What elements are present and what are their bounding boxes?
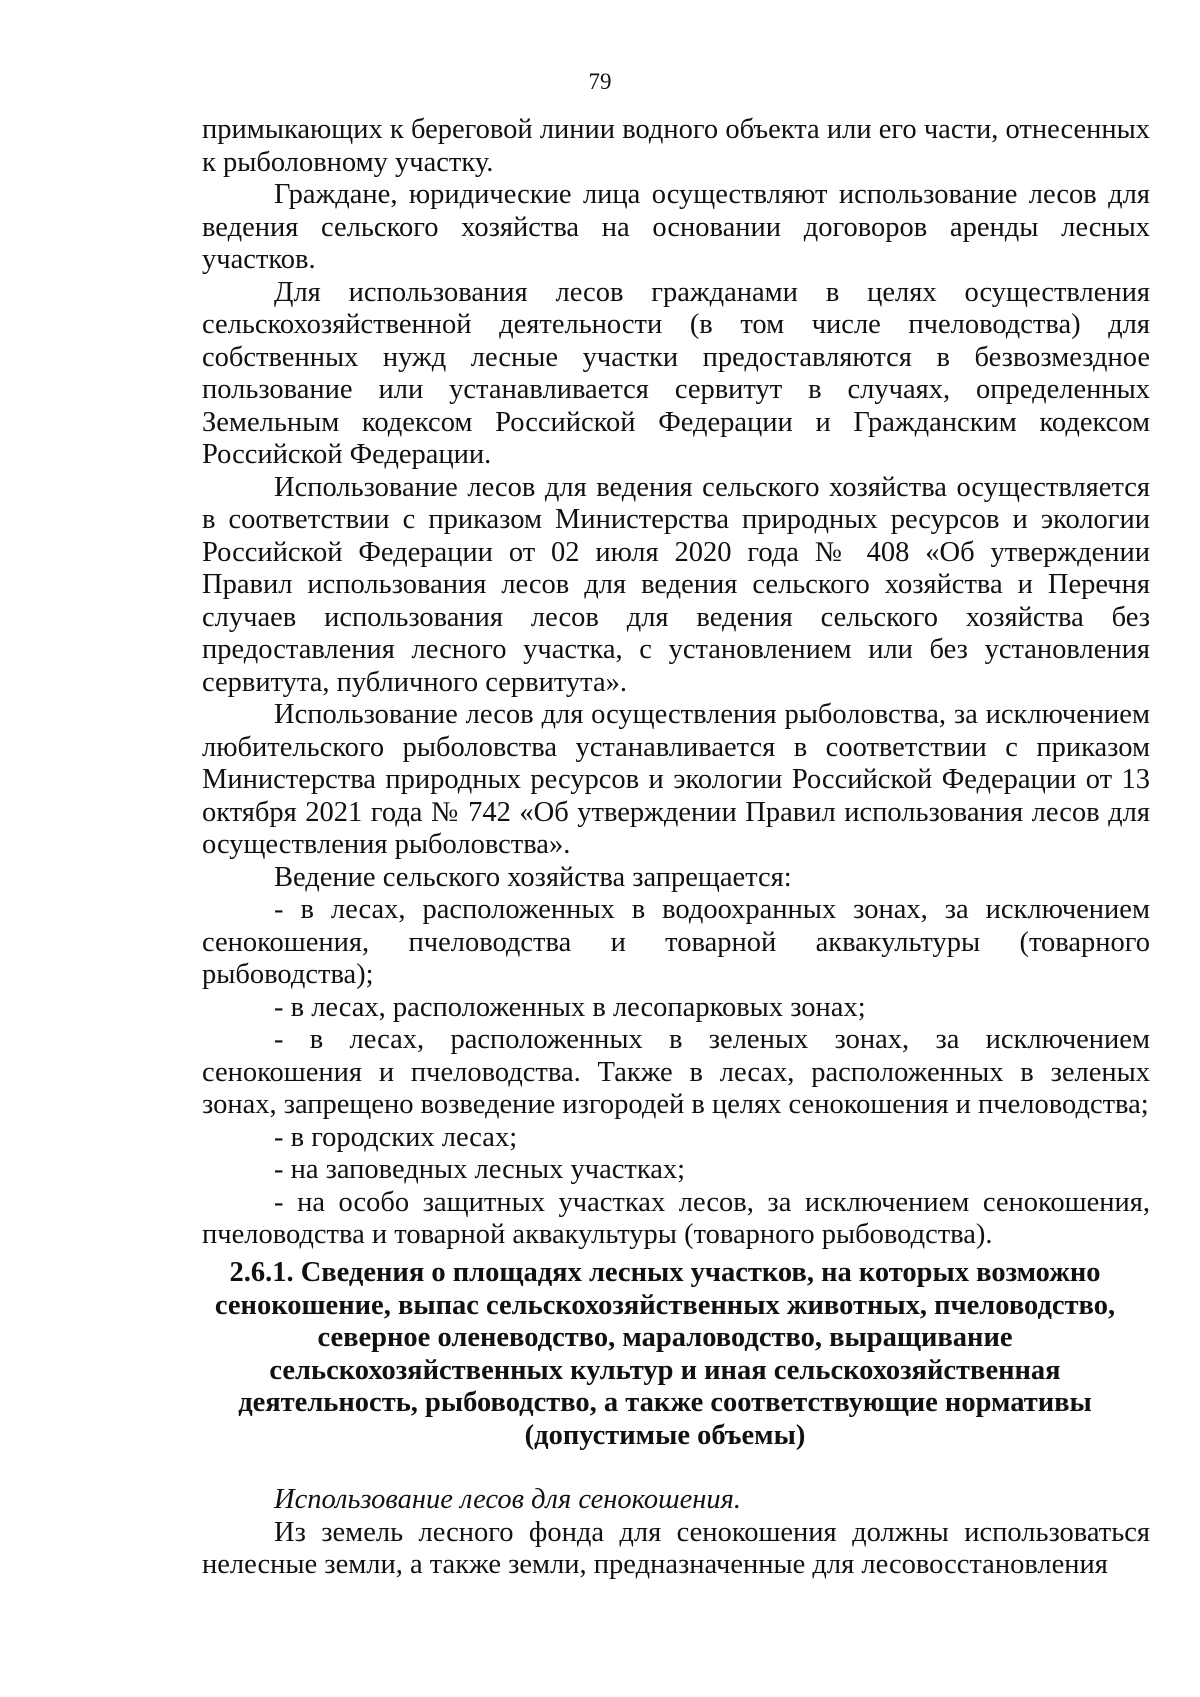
section-heading: 2.6.1. Сведения о площадях лесных участков, на которых возможно сенокошение, выпас сельскохозяйственных животных, пчеловодство, северное оленеводство, мараловодство, выращивание сельскохозяйственных культур и иная сельскохозяйственная деятельность, рыбоводство, а также соответствующие нормативы (допустимые объемы) <box>214 1257 1116 1451</box>
paragraph: Использование лесов для осуществления рыболовства, за исключением любительского рыболовства устанавливается в соответствии с приказом Министерства природных ресурсов и экологии Российской Федерации от 13 октября 2021 года № 742 «Об утверждении Правил использования лесов для осуществления рыболовства». <box>202 699 1150 860</box>
body-text <box>202 114 1150 1252</box>
section-subheading: Использование лесов для сенокошения. <box>274 1484 742 1515</box>
list-item: - на заповедных лесных участках; <box>274 1154 686 1185</box>
page-number: 79 <box>588 69 612 94</box>
list-item: - в лесах, расположенных в зеленых зонах, за исключением сенокошения и пчеловодства. Также в лесах, расположенных в зеленых зонах, запрещено возведение изгородей в целях сенокошения и пчеловодства; <box>202 1024 1150 1120</box>
list-item: - в лесах, расположенных в лесопарковых зонах; <box>274 991 866 1023</box>
paragraph: примыкающих к береговой линии водного объекта или его части, отнесенных к рыболовному участку. <box>202 114 1150 178</box>
paragraph: Использование лесов для ведения сельского хозяйства осуществляется в соответствии с приказом Министерства природных ресурсов и экологии Российской Федерации от 02 июля 2020 года № 408 «Об утверждении Правил использования лесов для ведения сельского хозяйства и Перечня случаев использования лесов для ведения сельского хозяйства без предоставления лесного участка, с установлением или без установления сервитута, публичного сервитута». <box>202 471 1150 698</box>
list-item: - в лесах, расположенных в водоохранных зонах, за исключением сенокошения, пчеловодства и товарной аквакультуры (товарного рыбоводства); <box>202 894 1150 990</box>
paragraph: Для использования лесов гражданами в целях осуществления сельскохозяйственной деятельности (в том числе пчеловодства) для собственных нужд лесные участки предоставляются в безвозмездное пользование или устанавливается сервитут в случаях, определенных Земельным кодексом Российской Федерации и Гражданским кодексом Российской Федерации. <box>202 276 1150 470</box>
paragraph: Граждане, юридические лица осуществляют использование лесов для ведения сельского хозяйства на основании договоров аренды лесных участков. <box>202 179 1150 275</box>
list-item: - в городских лесах; <box>274 1121 518 1153</box>
section-body <box>202 1484 1150 1582</box>
list-item: - на особо защитных участках лесов, за исключением сенокошения, пчеловодства и товарной аквакультуры (товарного рыбоводства). <box>202 1186 1150 1250</box>
paragraph: Ведение сельского хозяйства запрещается: <box>274 861 792 893</box>
paragraph: Из земель лесного фонда для сенокошения должны использоваться нелесные земли, а также земли, предназначенные для лесовосстановления <box>202 1516 1150 1580</box>
